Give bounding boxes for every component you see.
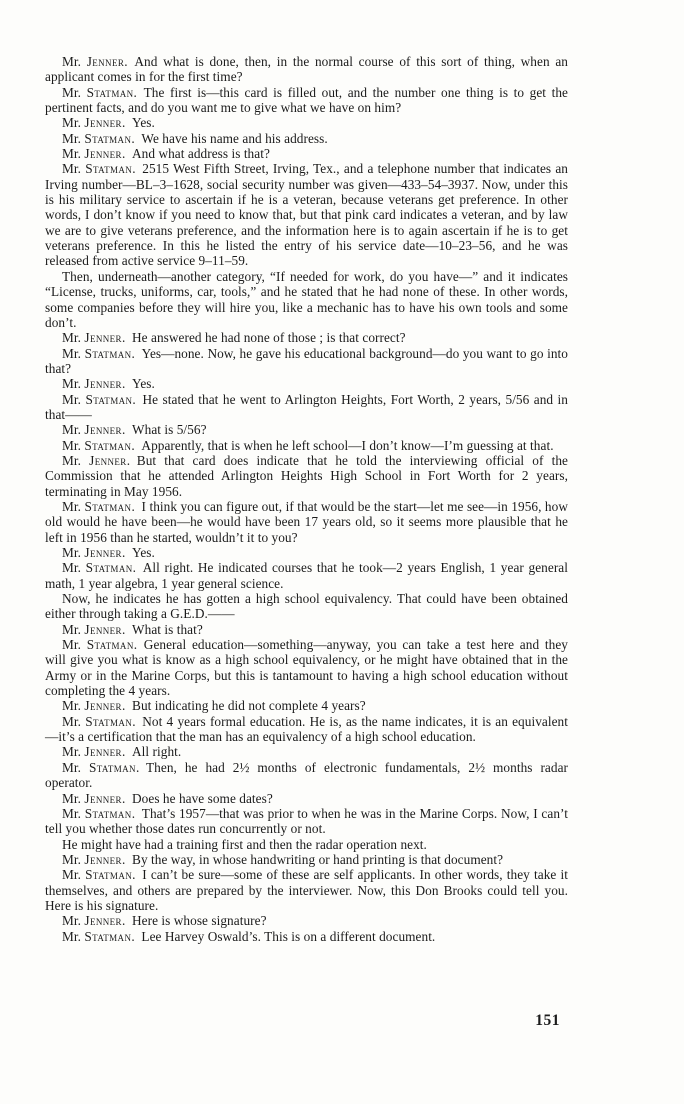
speaker-surname: Jenner bbox=[84, 545, 122, 560]
transcript-paragraph: Mr. Jenner. Here is whose signature? bbox=[62, 913, 267, 929]
speaker-surname: Jenner bbox=[84, 115, 122, 131]
transcript-paragraph: Mr. Statman. Not 4 years formal education. He is, as the name indicates, it is an equivalent—it’s a certification that the man has an equivalency of a high school education. bbox=[45, 713, 568, 745]
transcript-paragraph: Mr. Statman. 2515 West Fifth Street, Irving, Tex., and a telephone number that indicates an Irving number—BL–3–1628, social security number was given—433–54–3937. Now, under this is his military service to ascertain if he is a veteran, because veterans get preference. In other words, I don’t know if you need to know that, but that pink card indicates a veteran, and by law we are to give veterans preference, and the information here is to again ascertain if he is to get veterans preference. In this he listed the entry of his service date—10–23–56, and he was released from active service 9–11–59. bbox=[45, 161, 568, 269]
transcript-paragraph: Mr. Jenner. Yes. bbox=[62, 115, 155, 131]
transcript-paragraph: Mr. Jenner. What is 5/56? bbox=[62, 422, 207, 438]
speaker-label: Mr. Jenner. bbox=[62, 54, 128, 69]
speaker-label: Mr. Jenner. bbox=[62, 913, 126, 929]
speaker-label: Mr. Statman. bbox=[62, 560, 137, 576]
transcript-paragraph: Mr. Statman. The first is—this card is filled out, and the number one thing is to get the pertinent facts, and do you want me to give what we have on him? bbox=[45, 84, 568, 116]
transcript bbox=[45, 54, 568, 944]
transcript-paragraph: Mr. Statman. I can’t be sure—some of these are self applicants. In other words, they take it themselves, and others are prepared by the interviewer. Now, this Don Brooks could tell you. Here is his signature. bbox=[45, 867, 568, 913]
speaker-label: Mr. Statman. bbox=[62, 637, 138, 653]
speaker-surname: Statman bbox=[86, 84, 134, 100]
speaker-surname: Jenner bbox=[84, 744, 122, 760]
speaker-label: Mr. Jenner. bbox=[62, 790, 126, 806]
transcript-paragraph: Now, he indicates he has gotten a high school equivalency. That could have been obtained either through taking a G.E.D.—— bbox=[45, 591, 568, 622]
speaker-label: Mr. Statman. bbox=[62, 759, 140, 775]
speaker-label: Mr. Jenner. bbox=[62, 698, 126, 714]
speaker-label: Mr. Jenner. bbox=[62, 452, 131, 468]
speaker-label: Mr. Jenner. bbox=[62, 376, 126, 392]
transcript-paragraph: Mr. Jenner. By the way, in whose handwriting or hand printing is that document? bbox=[62, 851, 504, 867]
page-number: 151 bbox=[535, 1012, 560, 1029]
transcript-paragraph: Mr. Statman. We have his name and his address. bbox=[62, 130, 328, 146]
speaker-label: Mr. Statman. bbox=[62, 713, 136, 729]
speaker-surname: Jenner bbox=[84, 376, 122, 392]
transcript-paragraph: Mr. Jenner. But that card does indicate that he told the interviewing official of the Commission that he attended Arlington Heights High School in Fort Worth for 2 years, terminating in May 1956. bbox=[45, 452, 568, 499]
transcript-paragraph: Mr. Jenner. And what is done, then, in the normal course of this sort of thing, when an applicant comes in for the first time? bbox=[45, 54, 568, 85]
speaker-label: Mr. Statman. bbox=[62, 345, 135, 361]
transcript-paragraph: Mr. Jenner. But indicating he did not complete 4 years? bbox=[62, 698, 366, 714]
transcript-paragraph: Then, underneath—another category, “If needed for work, do you have—” and it indicates “License, trucks, uniforms, car, tools,” and he stated that he had none of these. In other words, some companies before they will hire you, like a mechanic has to have his own tools and some don’t. bbox=[45, 268, 568, 330]
speaker-surname: Jenner bbox=[84, 330, 122, 346]
transcript-paragraph: Mr. Jenner. Does he have some dates? bbox=[62, 790, 273, 806]
speaker-surname: Statman bbox=[84, 130, 132, 146]
transcript-paragraph: Mr. Jenner. He answered he had none of those ; is that correct? bbox=[62, 330, 406, 346]
speaker-surname: Statman bbox=[84, 498, 132, 514]
transcript-paragraph: Mr. Statman. Apparently, that is when he left school—I don’t know—I’m guessing at that. bbox=[62, 437, 554, 453]
transcript-paragraph: Mr. Jenner. Yes. bbox=[62, 376, 155, 392]
speaker-surname: Jenner bbox=[84, 422, 122, 438]
transcript-paragraph: Mr. Statman. General education—something—anyway, you can take a test here and they will give you what is know as a high school equivalency, or he might have obtained that in the Army or in the Marine Corps, but this is tantamount to having a high school education without completing the 4 years. bbox=[45, 637, 568, 699]
transcript-paragraph: Mr. Jenner. What is that? bbox=[62, 621, 203, 637]
transcript-paragraph: Mr. Statman. All right. He indicated courses that he took—2 years English, 1 year general math, 1 year algebra, 1 year general science. bbox=[45, 560, 569, 591]
transcript-paragraph: Mr. Statman. Lee Harvey Oswald’s. This is on a different document. bbox=[62, 928, 436, 944]
speaker-surname: Statman bbox=[84, 928, 132, 944]
speaker-surname: Jenner bbox=[86, 54, 125, 69]
speaker-label: Mr. Statman. bbox=[62, 161, 136, 177]
speaker-label: Mr. Statman. bbox=[62, 805, 136, 821]
speaker-surname: Statman bbox=[84, 805, 132, 821]
speaker-surname: Statman bbox=[84, 345, 132, 361]
speaker-surname: Jenner bbox=[84, 913, 122, 929]
speaker-label: Mr. Jenner. bbox=[62, 744, 126, 760]
speaker-surname: Statman bbox=[85, 867, 133, 883]
transcript-paragraph: He might have had a training first and then the radar operation next. bbox=[62, 836, 427, 852]
speaker-surname: Jenner bbox=[84, 790, 122, 806]
speaker-label: Mr. Jenner. bbox=[62, 146, 126, 162]
speaker-label: Mr. Jenner. bbox=[62, 545, 126, 560]
speaker-label: Mr. Statman. bbox=[62, 391, 136, 407]
transcript-paragraph: Mr. Jenner. All right. bbox=[62, 744, 182, 760]
speaker-label: Mr. Statman. bbox=[62, 867, 136, 883]
transcript-paragraph: Mr. Statman. He stated that he went to Arlington Heights, Fort Worth, 2 years, 5/56 and in that—— bbox=[45, 391, 568, 422]
speaker-label: Mr. Jenner. bbox=[62, 422, 126, 438]
speaker-label: Mr. Statman. bbox=[62, 84, 137, 100]
speaker-label: Mr. Statman. bbox=[62, 498, 135, 514]
speaker-surname: Jenner bbox=[84, 146, 122, 162]
speaker-label: Mr. Jenner. bbox=[62, 330, 126, 346]
speaker-label: Mr. Jenner. bbox=[62, 621, 126, 637]
speaker-surname: Statman bbox=[85, 161, 133, 177]
speaker-surname: Statman bbox=[88, 759, 136, 775]
speaker-label: Mr. Statman. bbox=[62, 437, 135, 453]
speaker-surname: Jenner bbox=[84, 621, 122, 637]
speaker-surname: Statman bbox=[85, 713, 133, 729]
transcript-paragraph: Mr. Statman. That’s 1957—that was prior to when he was in the Marine Corps. Now, I can’t tell you whether those dates run concurrently or not. bbox=[45, 805, 568, 837]
speaker-surname: Jenner bbox=[84, 851, 122, 867]
speaker-surname: Statman bbox=[84, 437, 132, 453]
speaker-label: Mr. Statman. bbox=[62, 928, 135, 944]
speaker-surname: Statman bbox=[85, 391, 133, 407]
transcript-paragraph: Mr. Jenner. And what address is that? bbox=[62, 146, 270, 162]
transcript-paragraph: Mr. Statman. Then, he had 2½ months of electronic fundamentals, 2½ months radar operator. bbox=[45, 759, 568, 791]
speaker-label: Mr. Statman. bbox=[62, 130, 135, 146]
transcript-paragraph: Mr. Statman. Yes—none. Now, he gave his educational background—do you want to go into that? bbox=[45, 345, 568, 376]
speaker-surname: Statman bbox=[85, 560, 133, 576]
speaker-label: Mr. Jenner. bbox=[62, 115, 126, 131]
speaker-surname: Jenner bbox=[84, 698, 122, 714]
speaker-surname: Jenner bbox=[89, 452, 127, 468]
speaker-surname: Statman bbox=[86, 637, 134, 653]
transcript-paragraph: Mr. Jenner. Yes. bbox=[62, 545, 155, 560]
speaker-label: Mr. Jenner. bbox=[62, 851, 126, 867]
transcript-paragraph: Mr. Statman. I think you can figure out, if that would be the start—let me see—in 1956, how old would he have been—he would have been 17 years old, so it seems more plausible that he left in 1956 than he started, wouldn’t it to you? bbox=[45, 498, 568, 545]
